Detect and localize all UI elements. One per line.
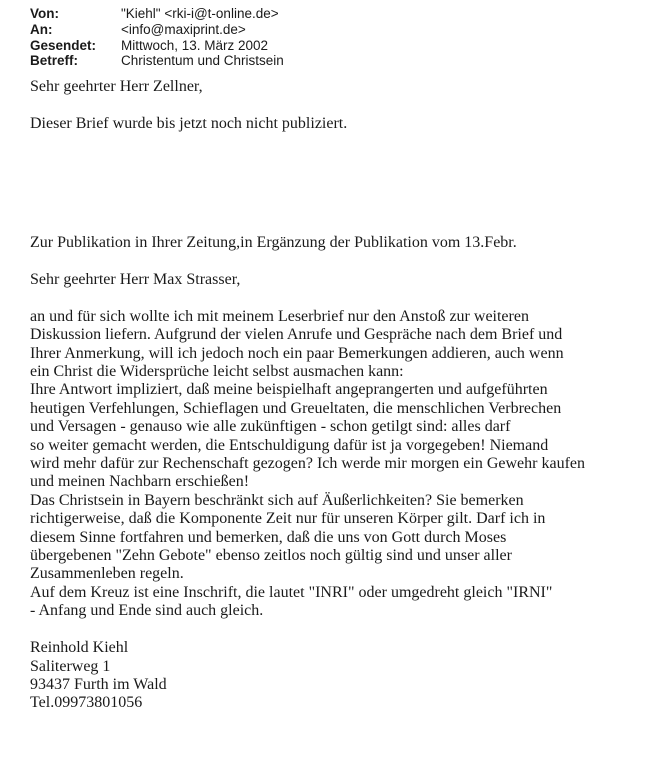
publication-note: Zur Publikation in Ihrer Zeitung,in Ergänzung der Publikation vom 13.Febr.: [30, 234, 517, 252]
body-line: richtigerweise, daß die Komponente Zeit nur für unseren Körper gilt. Darf ich in: [30, 510, 546, 528]
body-line: Auf dem Kreuz ist eine Inschrift, die lautet "INRI" oder umgedreht gleich "IRNI": [30, 583, 553, 601]
body-line: an und für sich wollte ich mit meinem Leserbrief nur den Anstoß zur weiteren: [30, 307, 529, 325]
sent-value: Mittwoch, 13. März 2002: [121, 37, 269, 53]
body-line: übergebenen "Zehn Gebote" ebenso zeitlos noch gültig sind und unser aller: [30, 547, 512, 565]
body-line: Diskussion liefern. Aufgrund der vielen Anrufe und Gespräche nach dem Brief und: [30, 326, 563, 344]
body-line: so weiter gemacht werden, die Entschuldigung dafür ist ja vorgegeben! Niemand: [30, 436, 549, 454]
body-line: - Anfang und Ende sind auch gleich.: [30, 602, 264, 620]
to-row: [30, 22, 284, 38]
sent-label: Gesendet:: [30, 37, 97, 53]
email-header: [30, 6, 284, 69]
sent-row: [30, 38, 284, 54]
signature-name: Reinhold Kiehl: [30, 639, 129, 657]
body-line: wird mehr dafür zur Rechenschaft gezogen? Ich werde mir morgen ein Gewehr kaufen: [30, 455, 586, 473]
subject-value: Christentum und Christsein: [121, 53, 284, 69]
body-line: Ihrer Anmerkung, will ich jedoch noch ein paar Bemerkungen addieren, auch wenn: [30, 344, 564, 362]
body-line: Das Christsein in Bayern beschränkt sich auf Äußerlichkeiten? Sie bemerken: [30, 491, 524, 509]
body-line: und Versagen - genauso wie alle zukünftigen - schon getilgt sind: alles darf: [30, 418, 511, 436]
signature-street: Saliterweg 1: [30, 657, 111, 675]
subject-row: [30, 53, 284, 69]
signature-block: [30, 639, 650, 713]
from-label: Von:: [30, 6, 59, 21]
body-line: Ihre Antwort impliziert, daß meine beispielhaft angeprangerten und aufgeführten: [30, 381, 548, 399]
body-line: und meinen Nachbarn erschießen!: [30, 473, 250, 491]
signature-phone: Tel.09973801056: [30, 694, 143, 712]
body-line: Zusammenleben regeln.: [30, 565, 184, 583]
to-value: <info@maxiprint.de>: [121, 21, 246, 37]
salutation-zellner: Sehr geehrter Herr Zellner,: [30, 78, 203, 95]
subject-label: Betreff:: [30, 53, 79, 69]
salutation-strasser: Sehr geehrter Herr Max Strasser,: [30, 271, 241, 288]
not-published-note: Dieser Brief wurde bis jetzt noch nicht publiziert.: [30, 114, 348, 132]
body-line: heutigen Verfehlungen, Schieflagen und Greueltaten, die menschlichen Verbrechen: [30, 399, 562, 417]
to-label: An:: [30, 21, 53, 37]
body-line: diesem Sinne fortfahren und bemerken, daß die uns von Gott durch Moses: [30, 528, 507, 546]
from-row: [30, 6, 284, 22]
signature-city: 93437 Furth im Wald: [30, 675, 167, 693]
from-value: "Kiehl" <rki-i@t-online.de>: [121, 6, 279, 21]
letter-body: [30, 78, 650, 713]
letter-paragraphs: [30, 308, 650, 621]
body-line: ein Christ die Widersprüche leicht selbst ausmachen kann:: [30, 363, 404, 381]
